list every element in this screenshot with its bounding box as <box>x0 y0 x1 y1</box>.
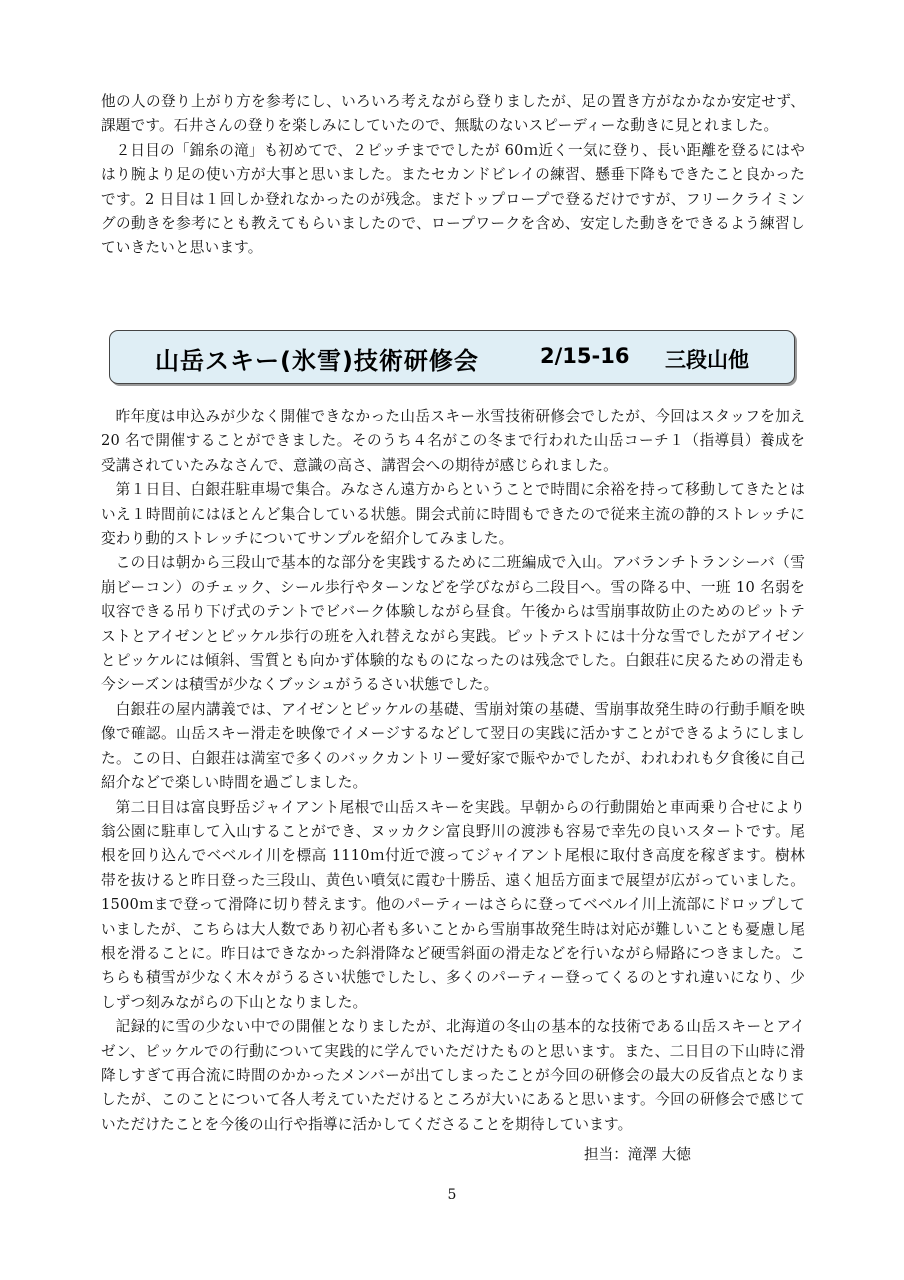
event-date: 2/15-16 <box>540 344 630 368</box>
author-signature: 担当：滝澤 大徳 <box>584 1146 691 1163</box>
section-title: 山岳スキー(氷雪)技術研修会 <box>155 347 479 375</box>
paragraph: 第二日目は富良野岳ジャイアント尾根で山岳スキーを実践。早朝からの行動開始と車両乗り合せにより翁公園に駐車して入山することができ、ヌッカクシ富良野川の渡渉も容易で幸先の良いスタートです。尾根を回り込んでベベルイ川を標高 1110ｍ付近で渡ってジャイアント尾根に取付き高度を稼ぎます。樹林帯を抜けると昨日登った三段山、黄色い噴気に霞む十勝岳、遠く旭岳方面まで展望が広がっていました。1500ｍまで登って滑降に切り替えます。他のパーティーはさらに登ってベベルイ川上流部にドロップしていましたが、こちらは大人数であり初心者も多いことから雪崩事故発生時は対応が難しいことも憂慮し尾根を滑ることに。昨日はできなかった斜滑降など硬雪斜面の滑走などを行いながら帰路につきました。こちらも積雪が少なく木々がうるさい状態でしたし、多くのパーティー登ってくるのとすれ違いになり、少しずつ刻みながらの下山となりました。 <box>101 798 805 1011</box>
paragraph: この日は朝から三段山で基本的な部分を実践するために二班編成で入山。アバランチトランシーバ（雪崩ビーコン）のチェック、シール歩行やターンなどを学びながら二段目へ。雪の降る中、一班 10 名弱を収容できる吊り下げ式のテントでビバーク体験しながら昼食。午後からは雪崩事故防止のためのピットテストとアイゼンとピッケル歩行の班を入れ替えながら実践。ピットテストには十分な雪でしたがアイゼンとピッケルには傾斜、雪質とも向かず体験的なものになったのは残念でした。白銀荘に戻るための滑走も今シーズンは積雪が少なくブッシュがうるさい状態でした。 <box>101 554 805 694</box>
paragraph: 第１日目、白銀荘駐車場で集合。みなさん遠方からということで時間に余裕を持って移動してきたとはいえ１時間前にはほとんど集合している状態。開会式前に時間もできたので従来主流の静的ストレッチに変わり動的ストレッチについてサンプルを紹介してみました。 <box>101 481 805 548</box>
page-number: 5 <box>447 1187 457 1203</box>
paragraph: 記録的に雪の少ない中での開催となりましたが、北海道の冬山の基本的な技術である山岳スキーとアイゼン、ピッケルでの行動について実践的に学んでいただけたものと思います。また、二日目の下山時に滑降しすぎて再合流に時間のかかったメンバーが出てしまったことが今回の研修会の最大の反省点となりましたが、このことについて各人考えていただけるところが大いにあると思います。今回の研修会で感じていただけたことを今後の山行や指導に活かしてくださることを期待しています。 <box>101 1018 805 1133</box>
paragraph: 昨年度は申込みが少なく開催できなかった山岳スキー氷雪技術研修会でしたが、今回はスタッフを加え 20 名で開催することができました。そのうち４名がこの冬まで行われた山岳コーチ１（指導員）養成を受講されていたみなさんで、意識の高さ、講習会への期待が感じられました。 <box>101 408 805 474</box>
event-location: 三段山他 <box>665 348 749 372</box>
section-title-banner <box>109 330 795 384</box>
paragraph: ２日目の「錦糸の滝」も初めてで、２ピッチまででしたが 60ｍ近く一気に登り、長い距離を登るにはやはり腕より足の使い方が大事と思いました。またセカンドビレイの練習、懸垂下降もできたこと良かったです。2 日目は１回しか登れなかったのが残念。まだトップロープで登るだけですが、フリークライミングの動きを参考にとも教えてもらいましたので、ロープワークを含め、安定した動きをできるよう練習していきたいと思います。 <box>101 141 805 257</box>
paragraph: 白銀荘の屋内講義では、アイゼンとピッケルの基礎、雪崩対策の基礎、雪崩事故発生時の行動手順を映像で確認。山岳スキー滑走を映像でイメージするなどして翌日の実践に活かすことができるようにしました。この日、白銀荘は満室で多くのバックカントリー愛好家で賑やかでしたが、われわれも夕食後に自己紹介などで楽しい時間を過ごしました。 <box>101 700 805 792</box>
paragraph: 他の人の登り上がり方を参考にし、いろいろ考えながら登りましたが、足の置き方がなかなか安定せず、課題です。石井さんの登りを楽しみにしていたので、無駄のないスピーディーな動きに見とれました。 <box>101 93 805 135</box>
report-continuation <box>101 90 805 261</box>
report-body <box>101 405 805 1137</box>
